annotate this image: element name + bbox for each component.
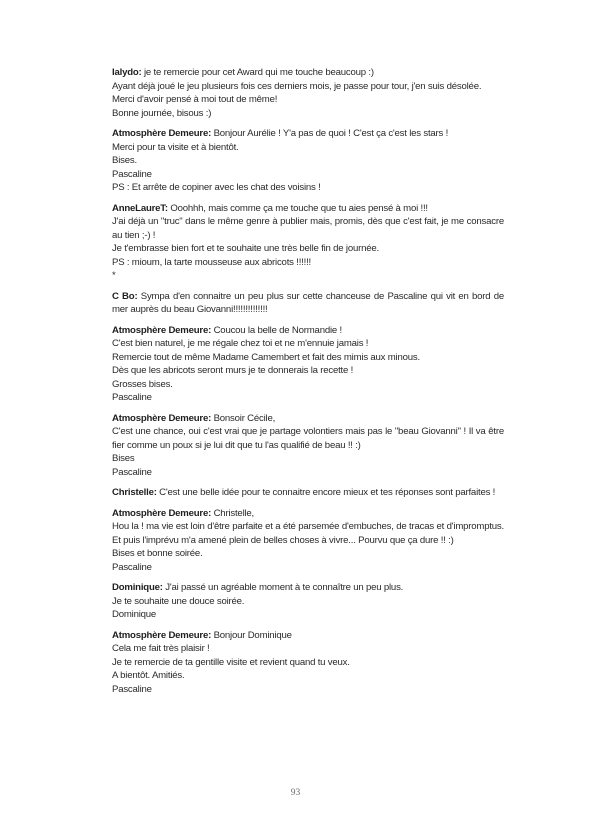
comment-block (112, 486, 504, 500)
comment-text: Bises. (112, 155, 137, 166)
comment-text: Ooohhh, mais comme ça me touche que tu aies pensé à moi !!! (167, 202, 428, 214)
comment-text: Pascaline (112, 466, 152, 478)
comment-line (112, 520, 504, 547)
comment-line (112, 683, 504, 697)
comment-line (112, 256, 504, 270)
comment-line (112, 168, 504, 182)
comment-block (112, 290, 504, 317)
comment-line (112, 242, 504, 256)
comment-line (112, 595, 504, 609)
comment-text: Bonsoir Cécile, (211, 412, 276, 424)
comment-line (112, 351, 504, 365)
comment-text: C'est bien naturel, je me régale chez toi et ne m'ennuie jamais ! (112, 338, 369, 349)
comment-text: J'ai déjà un "truc" dans le même genre à publier mais, promis, dès que c'est fait, je me consacre au tien ;-) ! (112, 216, 504, 241)
comment-block (112, 324, 504, 405)
comment-text: Merci pour ta visite et à bientôt. (112, 141, 239, 153)
comment-text: Bonjour Dominique (211, 629, 292, 641)
comment-author: Atmosphère Demeure: (112, 412, 212, 424)
comment-text: Bonne journée, bisous :) (112, 107, 212, 119)
comment-text: Coucou la belle de Normandie ! (211, 324, 342, 336)
comment-text: Sympa d'en connaitre un peu plus sur cette chanceuse de Pascaline qui vit en bord de mer auprès du beau Giovanni!!!!!!!!!!!!!! (112, 290, 505, 315)
comment-text: Pascaline (112, 561, 152, 573)
comment-line (112, 107, 504, 121)
comment-text: * (112, 270, 116, 281)
comment-author: AnneLaureT: (112, 202, 168, 214)
comment-line (112, 669, 504, 683)
comment-line (112, 337, 504, 351)
comment-author: Atmosphère Demeure: (112, 507, 212, 519)
comment-line (112, 486, 504, 500)
comment-line (112, 608, 504, 622)
comment-line (112, 378, 504, 392)
comment-text: PS : Et arrête de copiner avec les chat des voisins ! (112, 182, 321, 193)
comment-block (112, 127, 504, 195)
comment-text: Je te souhaite une douce soirée. (112, 595, 245, 607)
comment-line (112, 181, 504, 195)
comment-line (112, 364, 504, 378)
comment-text: Christelle, (211, 507, 255, 519)
comment-line (112, 66, 504, 80)
comment-text: Grosses bises. (112, 378, 173, 390)
comment-line (112, 466, 504, 480)
comment-line (112, 656, 504, 670)
comment-line (112, 642, 504, 656)
comment-text: Je te remercie de ta gentille visite et revient quand tu veux. (112, 656, 350, 668)
comment-author: Atmosphère Demeure: (112, 128, 212, 139)
comment-text: Merci d'avoir pensé à moi tout de même! (112, 94, 278, 105)
comment-block (112, 581, 504, 622)
comment-line (112, 391, 504, 405)
comment-line (112, 507, 504, 521)
comment-text: Bises et bonne soirée. (112, 548, 203, 559)
comment-line (112, 154, 504, 168)
comment-block (112, 412, 504, 480)
comment-author: C Bo: (112, 290, 138, 302)
comment-text: Cela me fait très plaisir ! (112, 643, 210, 654)
comment-text: J'ai passé un agréable moment à te connaître un peu plus. (162, 582, 404, 593)
comment-author: Ialydo: (112, 67, 142, 78)
comment-author: Atmosphère Demeure: (112, 324, 212, 336)
comment-text: Dominique (112, 609, 157, 620)
comment-line (112, 425, 504, 452)
comment-text: Pascaline (112, 168, 152, 180)
comment-text: Je t'embrasse bien fort et te souhaite une très belle fin de journée. (112, 243, 379, 254)
comment-line (112, 547, 504, 561)
comment-line (112, 202, 504, 216)
page-number: 93 (290, 788, 301, 798)
comment-text: C'est une chance, oui c'est vrai que je partage volontiers mais pas le "beau Giovanni" ! Il va être fier comme un poux si je lui dit que tu l'as qualifié de beau !! :) (112, 426, 504, 451)
comment-line (112, 269, 504, 283)
comment-text: Hou la ! ma vie est loin d'être parfaite et a été parsemée d'embuches, de tracas et d'impromptus. Et puis l'imprévu m'a amené plein de belles choses à vivre... Pourvu que ça dure !! :) (112, 521, 504, 546)
comment-text: C'est une belle idée pour te connaitre encore mieux et tes réponses sont parfaites ! (156, 487, 496, 498)
comment-text: Pascaline (112, 392, 152, 403)
comment-line (112, 290, 504, 317)
comment-author: Atmosphère Demeure: (112, 629, 212, 641)
comment-line (112, 452, 504, 466)
comment-text: je te remercie pour cet Award qui me touche beaucoup :) (141, 67, 374, 78)
comment-line (112, 581, 504, 595)
comment-author: Dominique: (112, 582, 163, 593)
comment-line (112, 412, 504, 426)
comment-text: Bises (112, 453, 135, 464)
comment-line (112, 141, 504, 155)
comment-text: Dès que les abricots seront murs je te donnerais la recette ! (112, 365, 354, 376)
comments-list (112, 66, 504, 703)
comment-line (112, 215, 504, 242)
comment-text: Ayant déjà joué le jeu plusieurs fois ces derniers mois, je passe pour tour, j'en suis désolée. (112, 80, 482, 92)
comment-text: Pascaline (112, 683, 152, 695)
comment-block (112, 202, 504, 283)
comment-block (112, 507, 504, 575)
comment-text: PS : mioum, la tarte mousseuse aux abricots !!!!!! (112, 256, 312, 268)
comment-block (112, 66, 504, 120)
comment-block (112, 629, 504, 697)
comment-line (112, 80, 504, 94)
comment-line (112, 93, 504, 107)
comment-line (112, 324, 504, 338)
comment-text: Bonjour Aurélie ! Y'a pas de quoi ! C'est ça c'est les stars ! (211, 128, 449, 139)
comment-line (112, 127, 504, 141)
comment-author: Christelle: (112, 487, 157, 498)
comment-line (112, 629, 504, 643)
comment-text: A bientôt. Amitiés. (112, 670, 185, 681)
comment-text: Remercie tout de même Madame Camembert et fait des mimis aux minous. (112, 351, 420, 363)
comment-line (112, 561, 504, 575)
